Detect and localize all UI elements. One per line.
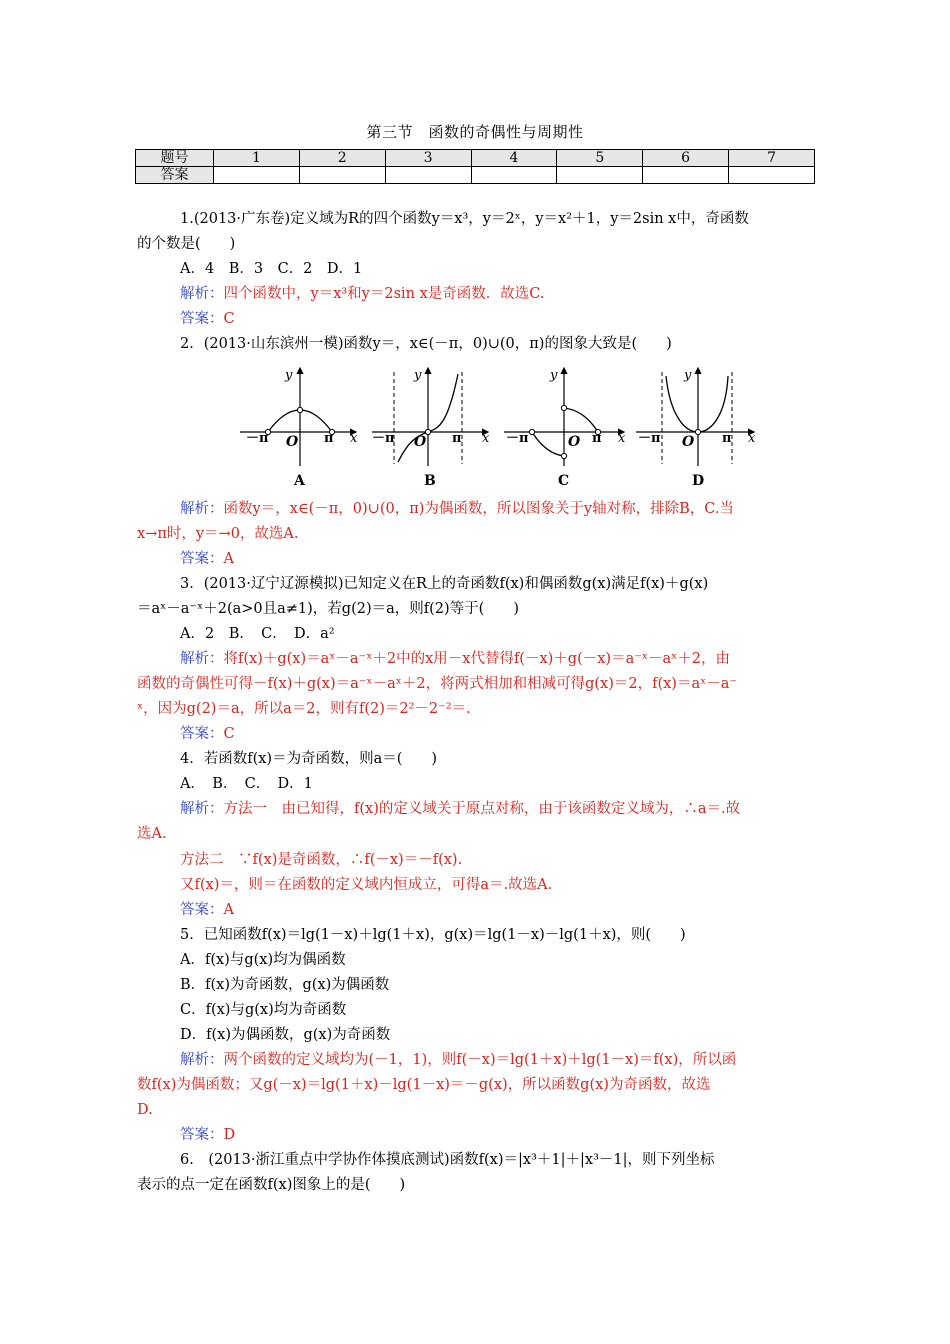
q5-stem: 5．已知函数f(x)＝lg(1－x)＋lg(1＋x)，g(x)＝lg(1－x)－lg(1＋x)，则( )	[180, 927, 686, 943]
q2-analysis	[180, 499, 734, 519]
answer-value: A	[223, 902, 234, 918]
svg-text:π: π	[592, 431, 602, 446]
svg-text:O: O	[682, 434, 695, 450]
q5-option-c: C．f(x)与g(x)均为奇函数	[180, 1002, 347, 1018]
q1-options: A．4 B．3 C．2 D．1	[180, 261, 363, 277]
q4-analysis	[180, 799, 740, 819]
svg-text:y: y	[285, 368, 293, 383]
answer-cell[interactable]	[643, 167, 729, 184]
answer-cell[interactable]	[729, 167, 815, 184]
panel-label-a: A	[294, 473, 305, 489]
graph-panel-d	[636, 368, 756, 489]
graph-panel-c	[504, 368, 626, 489]
svg-text:y: y	[684, 368, 692, 383]
analysis-text: 四个函数中，y＝x³和y＝2sin x是奇函数．故选C.	[223, 286, 545, 302]
svg-text:O: O	[414, 434, 427, 450]
analysis-label: 解析：	[180, 286, 224, 302]
q2-answer	[180, 549, 234, 569]
q3-analysis-cont: 函数的奇偶性可得－f(x)＋g(x)＝a⁻ˣ－aˣ＋2，将两式相加和相减可得g(x)＝2，f(x)＝aˣ－a⁻	[137, 676, 738, 692]
q5-option-b: B．f(x)为奇函数，g(x)为偶函数	[180, 977, 390, 993]
q5-analysis	[180, 1050, 736, 1070]
q4-analysis-method2: 方法二 ∵f(x)是奇函数，∴f(－x)＝－f(x).	[180, 852, 463, 868]
q1-stem-cont: 的个数是( )	[137, 236, 236, 252]
q3-options: A．2 B． C． D．a²	[180, 626, 335, 642]
svg-text:x: x	[748, 431, 756, 446]
answer-value: C	[223, 726, 235, 742]
question-number: 7	[729, 150, 815, 167]
svg-text:－π: －π	[246, 431, 269, 446]
q3-analysis	[180, 649, 730, 669]
q4-options: A． B． C． D．1	[180, 776, 313, 792]
q4-stem: 4．若函数f(x)＝为奇函数，则a＝( )	[180, 751, 438, 767]
answer-table	[135, 149, 815, 184]
q1-analysis	[180, 284, 545, 304]
answer-table-answer-row	[136, 167, 815, 184]
q3-answer	[180, 724, 235, 744]
answer-label: 答案：	[180, 551, 224, 567]
analysis-text: 方法一 由已知得，f(x)的定义域关于原点对称，由于该函数定义域为，∴a＝.故	[223, 801, 741, 817]
table-row-label: 答案	[136, 167, 214, 184]
graph-panel-a	[240, 368, 358, 489]
analysis-text: 将f(x)＋g(x)＝aˣ－a⁻ˣ＋2中的x用－x代替得f(－x)＋g(－x)＝a⁻ˣ－aˣ＋2，由	[223, 651, 731, 667]
svg-text:y: y	[414, 368, 422, 383]
question-number: 4	[471, 150, 557, 167]
q6-stem-cont: 表示的点一定在函数f(x)图象上的是( )	[137, 1177, 406, 1193]
question-number: 3	[385, 150, 471, 167]
answer-label: 答案：	[180, 1127, 224, 1143]
q3-stem: 3．(2013·辽宁辽源模拟)已知定义在R上的奇函数f(x)和偶函数g(x)满足f(x)＋g(x)	[180, 576, 709, 592]
q2-analysis-cont: x→π时，y＝→0，故选A.	[137, 526, 299, 542]
answer-cell[interactable]	[299, 167, 385, 184]
answer-label: 答案：	[180, 902, 224, 918]
q4-analysis-cont: 选A.	[137, 826, 167, 842]
q5-option-a: A．f(x)与g(x)均为偶函数	[180, 952, 346, 968]
answer-label: 答案：	[180, 726, 224, 742]
panel-label-c: C	[558, 473, 570, 489]
svg-text:O: O	[286, 434, 299, 450]
svg-text:－π: －π	[506, 431, 529, 446]
answer-cell[interactable]	[385, 167, 471, 184]
graph-panel-b	[372, 368, 490, 489]
answer-value: D	[223, 1127, 236, 1143]
analysis-label: 解析：	[180, 1052, 224, 1068]
question-number: 1	[214, 150, 300, 167]
panel-label-d: D	[692, 473, 705, 489]
svg-text:O: O	[568, 434, 581, 450]
answer-value: A	[223, 551, 234, 567]
svg-text:x: x	[350, 431, 358, 446]
question-number: 2	[299, 150, 385, 167]
q5-answer	[180, 1125, 235, 1145]
q5-analysis-cont: 数f(x)为偶函数；又g(－x)＝lg(1＋x)－lg(1－x)＝－g(x)，所以函数g(x)为奇函数，故选	[137, 1077, 711, 1093]
svg-text:x: x	[618, 431, 626, 446]
answer-table-header-row	[136, 150, 815, 167]
q4-answer	[180, 900, 234, 920]
q5-analysis-cont2: D.	[137, 1102, 153, 1118]
q1-stem: 1.(2013·广东卷)定义域为R的四个函数y＝x³，y＝2ˣ，y＝x²＋1，y＝2sin x中，奇函数	[180, 211, 749, 227]
q6-stem: 6. (2013·浙江重点中学协作体摸底测试)函数f(x)＝|x³＋1|＋|x³－1|，则下列坐标	[180, 1152, 715, 1168]
panel-label-b: B	[424, 473, 436, 489]
analysis-label: 解析：	[180, 651, 224, 667]
analysis-text: 函数y＝，x∈(－π，0)∪(0，π)为偶函数，所以图象关于y轴对称，排除B，C.当	[223, 501, 734, 517]
svg-text:y: y	[550, 368, 558, 383]
svg-text:－π: －π	[372, 431, 395, 446]
answer-cell[interactable]	[214, 167, 300, 184]
analysis-label: 解析：	[180, 501, 224, 517]
q3-stem-cont: ＝aˣ－a⁻ˣ＋2(a>0且a≠1)，若g(2)＝a，则f(2)等于( )	[137, 601, 519, 617]
svg-text:π: π	[722, 431, 732, 446]
q5-option-d: D．f(x)为偶函数，g(x)为奇函数	[180, 1027, 391, 1043]
q1-answer	[180, 309, 235, 329]
svg-text:－π: －π	[638, 431, 661, 446]
q4-analysis-method2-cont: 又f(x)＝，则＝在函数的定义域内恒成立，可得a＝.故选A.	[180, 877, 553, 893]
answer-label: 答案：	[180, 311, 224, 327]
q3-analysis-cont2: ˣ，因为g(2)＝a，所以a＝2，则有f(2)＝2²－2⁻²＝.	[137, 701, 471, 717]
analysis-text: 两个函数的定义域均为(－1，1)，则f(－x)＝lg(1＋x)＋lg(1－x)＝f(x)，所以函	[223, 1052, 737, 1068]
q2-stem: 2．(2013·山东滨州一模)函数y＝，x∈(－π，0)∪(0，π)的图象大致是( )	[180, 336, 672, 352]
q2-graphs	[238, 364, 768, 489]
question-number: 6	[643, 150, 729, 167]
page-title: 第三节 函数的奇偶性与周期性	[366, 123, 584, 141]
svg-text:π: π	[324, 431, 334, 446]
q2-figure	[238, 364, 768, 489]
analysis-label: 解析：	[180, 801, 224, 817]
answer-cell[interactable]	[471, 167, 557, 184]
answer-cell[interactable]	[557, 167, 643, 184]
question-number: 5	[557, 150, 643, 167]
answer-value: C	[223, 311, 235, 327]
svg-text:x: x	[482, 431, 490, 446]
table-row-label: 题号	[136, 150, 214, 167]
svg-text:π: π	[452, 431, 462, 446]
